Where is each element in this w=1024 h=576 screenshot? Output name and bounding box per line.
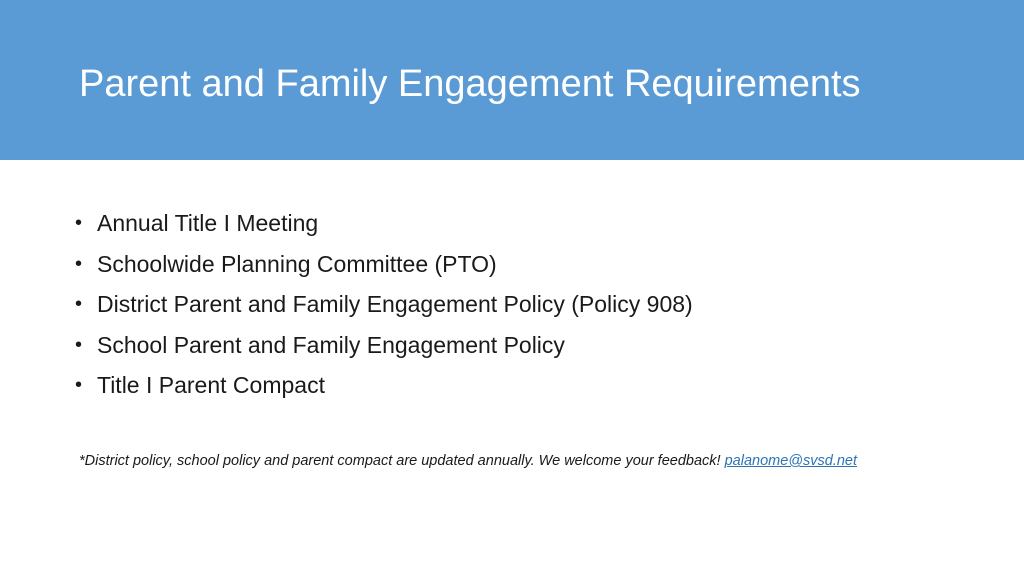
feedback-email-link[interactable]: palanome@svsd.net <box>724 453 857 469</box>
title-band <box>0 0 1024 160</box>
bullet-item-parent-compact <box>75 365 693 406</box>
bullet-text: Title I Parent Compact <box>97 372 325 398</box>
bullet-dot-icon: • <box>75 293 83 315</box>
bullet-item-annual-meeting <box>75 203 693 244</box>
bullet-dot-icon: • <box>75 252 83 275</box>
bullet-text: District Parent and Family Engagement Policy (Policy 908) <box>97 291 693 317</box>
bullet-dot-icon: • <box>75 212 83 234</box>
footnote-text: *District policy, school policy and parent compact are updated annually. We welcome your feedback! <box>79 453 725 469</box>
bullet-item-school-policy <box>75 325 693 366</box>
bullet-list <box>75 203 693 406</box>
bullet-item-planning-committee <box>75 244 693 285</box>
bullet-text: School Parent and Family Engagement Policy <box>97 331 565 358</box>
bullet-text: Schoolwide Planning Committee (PTO) <box>97 250 497 277</box>
bullet-dot-icon: • <box>75 333 83 356</box>
bullet-text: Annual Title I Meeting <box>97 210 319 236</box>
slide-title: Parent and Family Engagement Requirements <box>79 63 861 105</box>
footnote <box>79 450 857 472</box>
bullet-item-district-policy <box>75 284 693 325</box>
bullet-dot-icon: • <box>75 374 83 396</box>
